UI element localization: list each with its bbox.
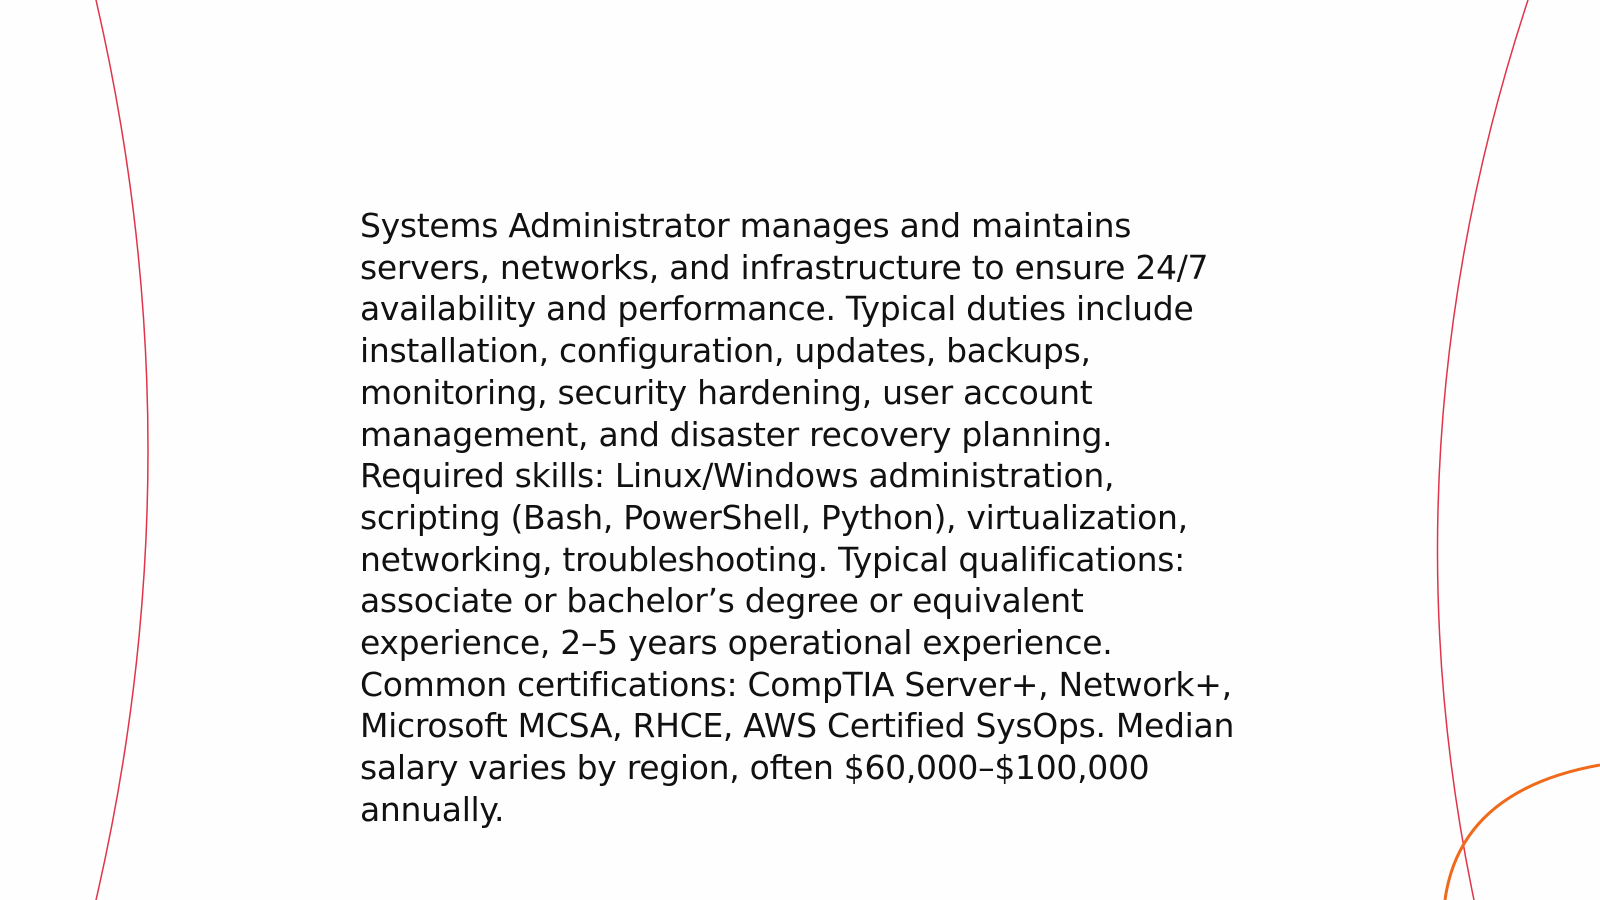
body-text: Systems Administrator manages and maintains servers, networks, and infrastructure to ensure 24/7 availability and performance. Typical duties include installation, configuration, updates, backups, monitoring, security hardening, user account management, and disaster recovery planning. Required skills: Linux/Windows administration, scripting (Bash, PowerShell, Python), virtualization, networking, troubleshooting. Typical qualifications: associate or bachelor’s degree or equivalent experience, 2–5 years operational experience. Common certifications: CompTIA Server+, Network+, Microsoft MCSA, RHCE, AWS Certified SysOps. Median salary varies by region, often $60,000–$100,000 annually. xyxy=(360,206,1235,829)
bottom-right-orange-arc xyxy=(1445,765,1600,900)
right-curve-line xyxy=(1437,0,1528,900)
left-curve-line xyxy=(96,0,148,900)
